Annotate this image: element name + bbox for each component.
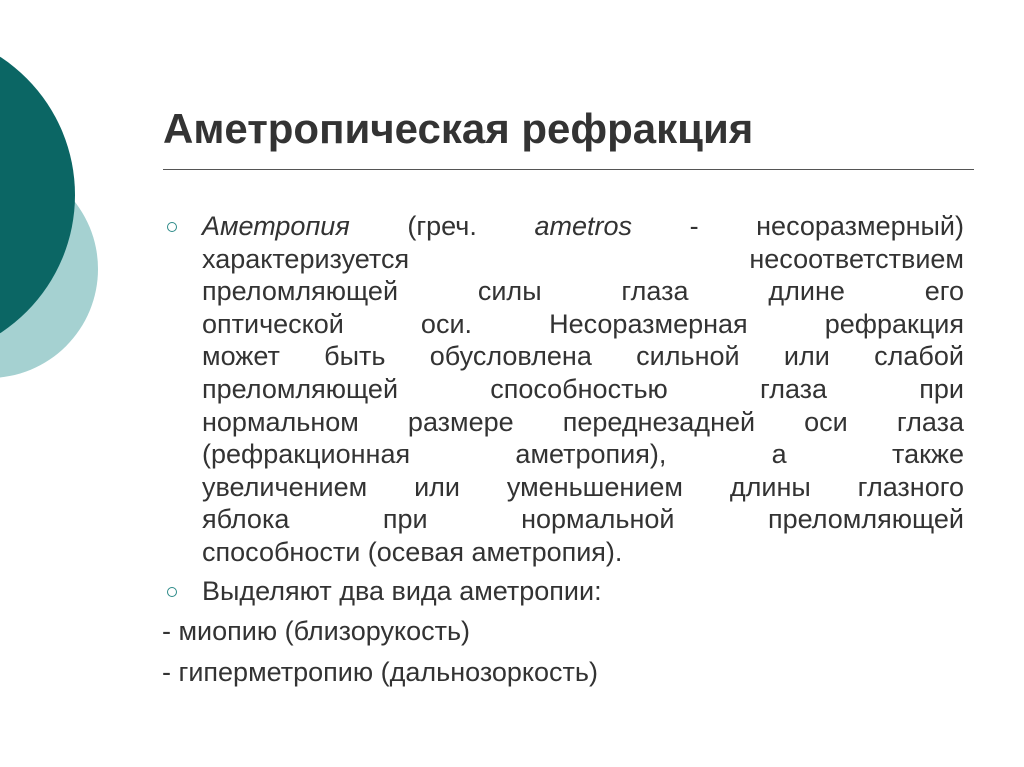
term-ametropia: Аметропия	[202, 211, 350, 241]
definition-line: преломляющей способностью глаза при	[202, 373, 964, 404]
definition-line: преломляющей силы глаза длине его	[202, 276, 964, 307]
definition-line: нормальном размере переднезадней оси глаза	[202, 406, 964, 437]
definition-line: яблока при нормальной преломляющей	[202, 504, 964, 535]
bullet-types-heading	[162, 575, 964, 608]
term-ametros: ametros	[534, 211, 632, 241]
title-divider	[163, 169, 974, 170]
circle-bullet-icon	[167, 587, 177, 597]
list-item-myopia: - миопию (близорукость)	[162, 616, 471, 647]
definition-line: способности (осевая аметропия).	[202, 536, 623, 567]
types-heading-text: Выделяют два вида аметропии:	[202, 575, 602, 606]
definition-line: (рефракционная аметропия), а также	[202, 439, 964, 470]
slide-body	[162, 210, 964, 688]
list-item-hypermetropia: - гиперметропию (дальнозоркость)	[162, 656, 598, 687]
definition-line: Аметропия (греч. ametros - несоразмерный)	[202, 211, 964, 241]
bullet-ametropia-definition	[162, 210, 964, 569]
definition-line: может быть обусловлена сильной или слабой	[202, 341, 964, 372]
slide-title: Аметропическая рефракция	[163, 105, 754, 152]
definition-line: характеризуется несоответствием	[202, 243, 964, 274]
definition-line: оптической оси. Несоразмерная рефракция	[202, 308, 964, 339]
definition-line: увеличением или уменьшением длины глазного	[202, 471, 964, 502]
circle-bullet-icon	[167, 222, 177, 232]
